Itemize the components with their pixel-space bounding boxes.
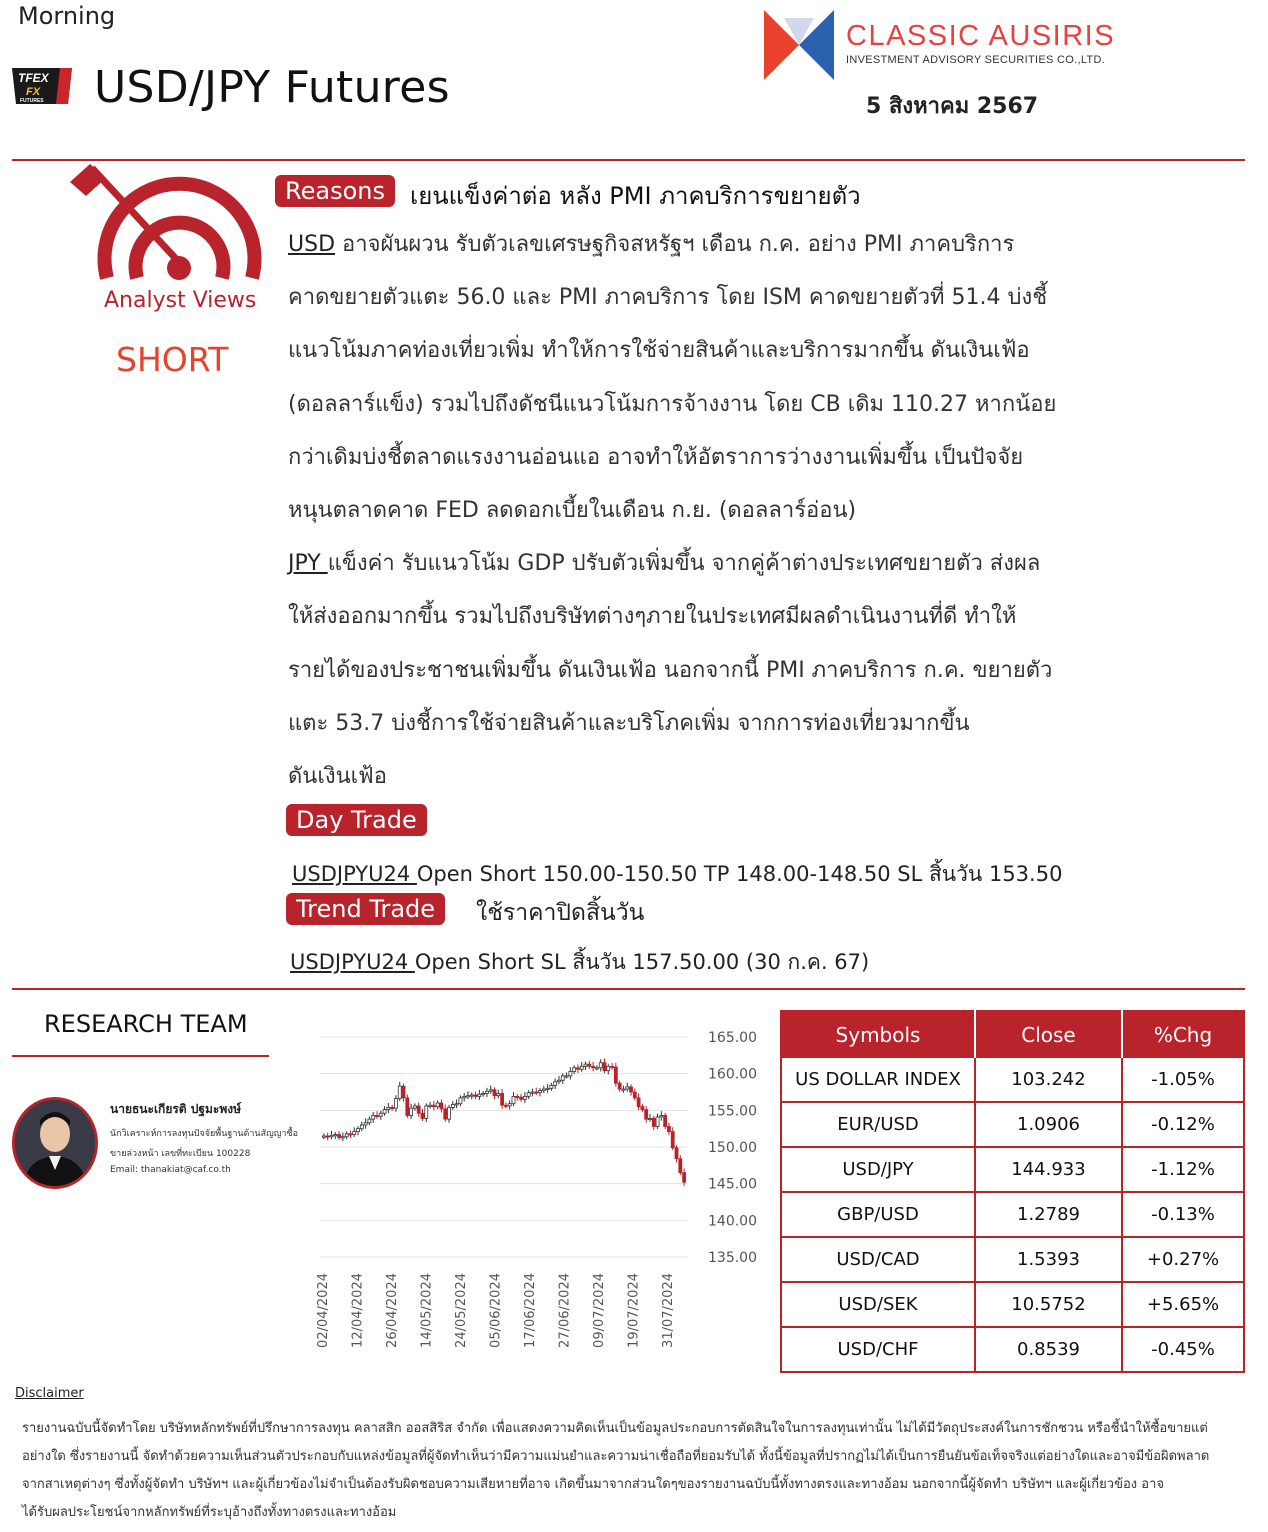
x-tick-label: 26/04/2024 [385,1273,400,1348]
x-tick-label: 31/07/2024 [661,1273,676,1348]
company-name: CLASSIC AUSIRIS [846,20,1116,52]
candle [512,1096,515,1103]
candle [561,1076,564,1080]
candle [565,1076,568,1077]
candle [379,1113,382,1116]
cell-chg: -0.45% [1151,1339,1215,1360]
candle [497,1093,500,1095]
candle [675,1148,678,1159]
disclaimer-line-4: ได้รับผลประโยชน์จากหลักทรัพย์ที่ระบุอ้างถึงทั้งทางตรงและทางอ้อม [22,1505,397,1520]
candle [360,1125,363,1129]
usd-line-1 [288,218,1138,271]
candle [410,1108,413,1115]
candle [372,1115,375,1119]
cell-close: 103.242 [975,1058,1122,1102]
jpy-label: JPY [288,551,328,577]
candle [387,1107,390,1109]
candle [463,1096,466,1097]
jpy-line-3: รายได้ของประชาชนเพิ่มขึ้น ดันเงินเฟ้อ นอกจากนี้ PMI ภาคบริการ ก.ค. ขยายตัว [288,657,1053,683]
candle [573,1068,576,1072]
table-row [781,1147,1244,1192]
disclaimer-line-1: รายงานฉบับนี้จัดทำโดย บริษัทหลักทรัพย์ที่ปรึกษาการลงทุน คลาสสิก ออสสิริส จำกัด เพื่อแสดงความคิดเห็นเป็นข้อมูลประกอบการตัดสินใจในการลงทุนเท่านั้น ไม่ได้มีวัตถุประสงค์ในการชักชวน หรือชี้นำให้ซื้อขายแต่ [22,1421,1208,1436]
x-tick-label: 27/06/2024 [557,1273,573,1348]
x-tick-label: 05/06/2024 [488,1273,504,1348]
candle [523,1096,526,1099]
candle [440,1103,443,1109]
candle [557,1080,560,1081]
candle [444,1109,447,1119]
candle [470,1095,473,1096]
candle [448,1107,451,1119]
price-chart [300,1020,770,1365]
y-tick-label: 140.00 [708,1213,757,1230]
candle [326,1136,329,1137]
candle [436,1103,439,1107]
candle [383,1110,386,1114]
header-symbols: Symbols [781,1011,975,1058]
page-title: USD/JPY Futures [94,62,450,113]
table-row [781,1192,1244,1237]
candle [432,1105,435,1106]
candle [637,1098,640,1107]
cell-chg: +0.27% [1122,1237,1244,1282]
trend-trade-symbol: USDJPYU24 [290,950,415,974]
candle [368,1119,371,1123]
candle [580,1066,583,1069]
x-tick-label: 02/04/2024 [316,1273,331,1348]
candle [504,1105,507,1106]
candle [485,1091,488,1093]
table-row [781,1102,1244,1147]
cell-chg: -0.12% [1122,1102,1244,1147]
candle [455,1104,458,1105]
research-team-title: RESEARCH TEAM [44,1010,248,1038]
candle [508,1104,511,1106]
candle [584,1064,587,1066]
candle [375,1115,378,1116]
x-tick-label: 19/07/2024 [626,1273,642,1348]
candle [592,1066,595,1067]
tfex-logo [8,64,76,108]
jpy-line-5: ดันเงินเฟ้อ [288,764,387,790]
candle [683,1173,686,1183]
candle [607,1066,610,1070]
cell-close: 144.933 [975,1147,1122,1192]
candle [535,1092,538,1093]
research-team-underline [12,1055,269,1057]
market-table [780,1010,1245,1373]
candle [421,1113,424,1118]
candle [531,1092,534,1093]
day-trade-text: Open Short 150.00-150.50 TP 148.00-148.50 SL สิ้นวัน 153.50 [416,862,1063,886]
candle [618,1083,621,1089]
cell-chg: -1.12% [1122,1147,1244,1192]
usd-label: USD [288,232,336,257]
candle [466,1096,469,1097]
candle [622,1089,625,1090]
candle [656,1117,659,1127]
candle [641,1107,644,1110]
usd-line-3: แนวโน้มภาคท่องเที่ยวเพิ่ม ทำให้การใช้จ่ายสินค้าและบริการมากขึ้น ดันเงินเฟ้อ [288,338,1030,364]
candle [341,1137,344,1138]
trend-trade-line [290,946,869,979]
candle [633,1092,636,1098]
disclaimer-line-3: จากสาเหตุต่างๆ ซึ่งทั้งผู้จัดทำ บริษัทฯ และผู้เกี่ยวข้องไม่จำเป็นต้องรับผิดชอบความเสียหายที่อาจ เกิดขึ้นมาจากส่วนใดๆของรายงานฉบับนี้ทั้งทางตรงและทางอ้อม นอกจากนี้ผู้จัดทำ บริษัทฯ และผู้เกี่ยวข้อง อาจ [22,1477,1164,1492]
tfex-logo-fx: FX [26,86,41,98]
reasons-pill: Reasons [275,175,395,207]
edition-label: Morning [18,2,116,30]
day-trade-pill: Day Trade [286,804,427,836]
x-tick-label: 09/07/2024 [592,1273,607,1348]
stance-label: SHORT [116,340,229,379]
mid-divider [12,988,1245,990]
candle [554,1082,557,1086]
candle [417,1106,420,1113]
header-close: Close [975,1011,1122,1058]
disclaimer-text [22,1415,1227,1527]
y-tick-label: 165.00 [708,1030,757,1046]
cell-symbol: USD/JPY [781,1147,975,1192]
candle [493,1090,496,1096]
jpy-line-2: ให้ส่งออกมากขึ้น รวมไปถึงบริษัทต่างๆภายในประเทศมีผลดำเนินงานที่ดี ทำให้ [288,604,1017,630]
cell-close: 10.5752 [975,1282,1122,1327]
y-tick-label: 135.00 [708,1250,757,1266]
candle [459,1098,462,1104]
candle [603,1063,606,1071]
table-header-row [781,1011,1244,1058]
usd-line-4: (ดอลลาร์แข็ง) รวมไปถึงดัชนีแนวโน้มการจ้างงาน โดย CB เดิม 110.27 หากน้อย [288,391,1057,417]
analyst-email: Email: thanakiat@caf.co.th [110,1165,231,1175]
candle [391,1107,394,1108]
candle [402,1086,405,1098]
disclaimer-title: Disclaimer [15,1386,84,1401]
candle [595,1068,598,1069]
cell-symbol: USD/CAD [781,1237,975,1282]
candle [394,1099,397,1109]
analyst-views-label: Analyst Views [104,288,257,313]
cell-close: 1.2789 [975,1192,1122,1237]
candle [630,1087,633,1092]
candle [667,1126,670,1131]
jpy-line-1-text: แข็งค่า รับแนวโน้ม GDP ปรับตัวเพิ่มขึ้น จากคู่ค้าต่างประเทศขยายตัว ส่งผล [327,551,1041,577]
candle [527,1093,530,1097]
candle [501,1093,504,1105]
candle [516,1096,519,1097]
candle [482,1093,485,1094]
jpy-line-1 [288,537,1138,590]
cell-close: 1.0906 [975,1102,1122,1147]
x-tick-label: 17/06/2024 [523,1273,538,1348]
candle [576,1068,579,1069]
trend-trade-pill: Trend Trade [286,893,445,925]
candle [429,1105,432,1106]
day-trade-symbol: USDJPYU24 [292,862,417,886]
candle [645,1110,648,1120]
report-date: 5 สิงหาคม 2567 [866,94,1039,119]
usd-line-6: หนุนตลาดคาด FED ลดดอกเบี้ยในเดือน ก.ย. (ดอลลาร์อ่อน) [288,498,857,524]
jpy-line-4: แตะ 53.7 บ่งชี้การใช้จ่ายสินค้าและบริโภคเพิ่ม จากการท่องเที่ยวมากขึ้น [288,710,970,736]
candle [599,1063,602,1068]
candle [474,1095,477,1096]
candle [546,1088,549,1089]
candle [679,1159,682,1173]
usd-line-2: คาดขยายตัวแตะ 56.0 และ PMI ภาคบริการ โดย ISM คาดขยายตัวที่ 51.4 บ่งชี้ [288,285,1048,311]
disclaimer-line-2: อย่างใด ซึ่งรายงานนี้ จัดทำด้วยความเห็นส่วนตัวประกอบกับแหล่งข้อมูลที่ผู้จัดทำเห็นว่ามีความแม่นยำและความน่าเชื่อถือที่ยอมรับได้ ทั้งนี้ข้อมูลที่ปรากฏไม่ได้เป็นการยืนยันข้อเท็จจริงแต่อย่างใดและอาจมีข้อผิดพลาด [22,1449,1210,1464]
candle [478,1094,481,1096]
y-tick-label: 160.00 [708,1066,757,1083]
x-tick-label: 24/05/2024 [454,1273,469,1348]
candle [664,1115,667,1126]
candle [489,1090,492,1091]
cell-chg: +5.65% [1122,1282,1244,1327]
analyst-role: นักวิเคราะห์การลงทุนปัจจัยพื้นฐานด้านสัญญาซื้อ [110,1129,298,1139]
table-row [781,1282,1244,1327]
cell-symbol: USD/CHF [781,1327,975,1372]
cell-chg: -1.05% [1122,1058,1244,1102]
company-logo-icon [764,10,834,80]
table-row [781,1327,1244,1372]
cell-close: 0.8539 [975,1327,1122,1372]
cell-chg: -0.13% [1122,1192,1244,1237]
candle [539,1091,542,1093]
cell-symbol: GBP/USD [781,1192,975,1237]
candle [550,1085,553,1088]
candle [334,1135,337,1136]
candle [614,1067,617,1083]
candle [349,1134,352,1135]
candle [330,1135,333,1136]
candle [569,1071,572,1075]
usd-line-1-text: อาจผันผวน รับตัวเลขเศรษฐกิจสหรัฐฯ เดือน ก.ค. อย่าง PMI ภาคบริการ [335,232,1015,257]
usd-paragraph [288,218,1138,803]
trend-trade-text: Open Short SL สิ้นวัน 157.50.00 (30 ก.ค. 67) [414,950,870,974]
candle [357,1129,360,1132]
candle [425,1106,428,1118]
avatar [12,1097,98,1189]
candle [406,1098,409,1116]
cell-symbol: US DOLLAR INDEX [781,1058,975,1102]
table-row [781,1058,1244,1102]
header-chg: %Chg [1122,1011,1244,1058]
person-icon [15,1100,95,1186]
trend-trade-note: ใช้ราคาปิดสิ้นวัน [476,900,645,926]
analyst-license: ขายล่วงหน้า เลขที่ทะเบียน 100228 [110,1149,251,1159]
y-tick-label: 150.00 [708,1140,757,1156]
cell-symbol: EUR/USD [781,1102,975,1147]
candle [520,1097,523,1099]
candle [652,1118,655,1126]
candle [588,1064,591,1066]
cell-symbol: USD/SEK [781,1282,975,1327]
cell-close: 1.5393 [975,1237,1122,1282]
tfex-logo-futures: FUTURES [20,98,44,104]
candle [660,1115,663,1116]
reasons-headline: เยนแข็งค่าต่อ หลัง PMI ภาคบริการขยายตัว [410,182,861,210]
candle [413,1106,416,1108]
candle [451,1104,454,1107]
y-tick-label: 155.00 [708,1103,757,1120]
x-tick-label: 12/04/2024 [350,1273,366,1348]
candle [542,1089,545,1090]
day-trade-line [292,858,1062,891]
candle [345,1134,348,1137]
x-tick-label: 14/05/2024 [419,1273,435,1348]
candle [338,1135,341,1138]
candle [322,1136,325,1137]
candle [353,1132,356,1135]
usd-line-5: กว่าเดิมบ่งชี้ตลาดแรงงานอ่อนแอ อาจทำให้อัตราการว่างงานเพิ่มขึ้น เป็นปัจจัย [288,444,1024,470]
candle [611,1066,614,1067]
candle [398,1086,401,1098]
analyst-name: นายธนะเกียรติ ปฐมะพงษ์ [110,1102,242,1116]
candle [626,1087,629,1089]
target-arrow-icon [62,160,272,290]
candle [648,1118,651,1119]
tfex-logo-text: TFEX [18,71,49,85]
candle [671,1132,674,1148]
candle [364,1123,367,1125]
table-row [781,1237,1244,1282]
company-subtitle: INVESTMENT ADVISORY SECURITIES CO.,LTD. [846,54,1106,66]
y-tick-label: 145.00 [708,1176,757,1193]
